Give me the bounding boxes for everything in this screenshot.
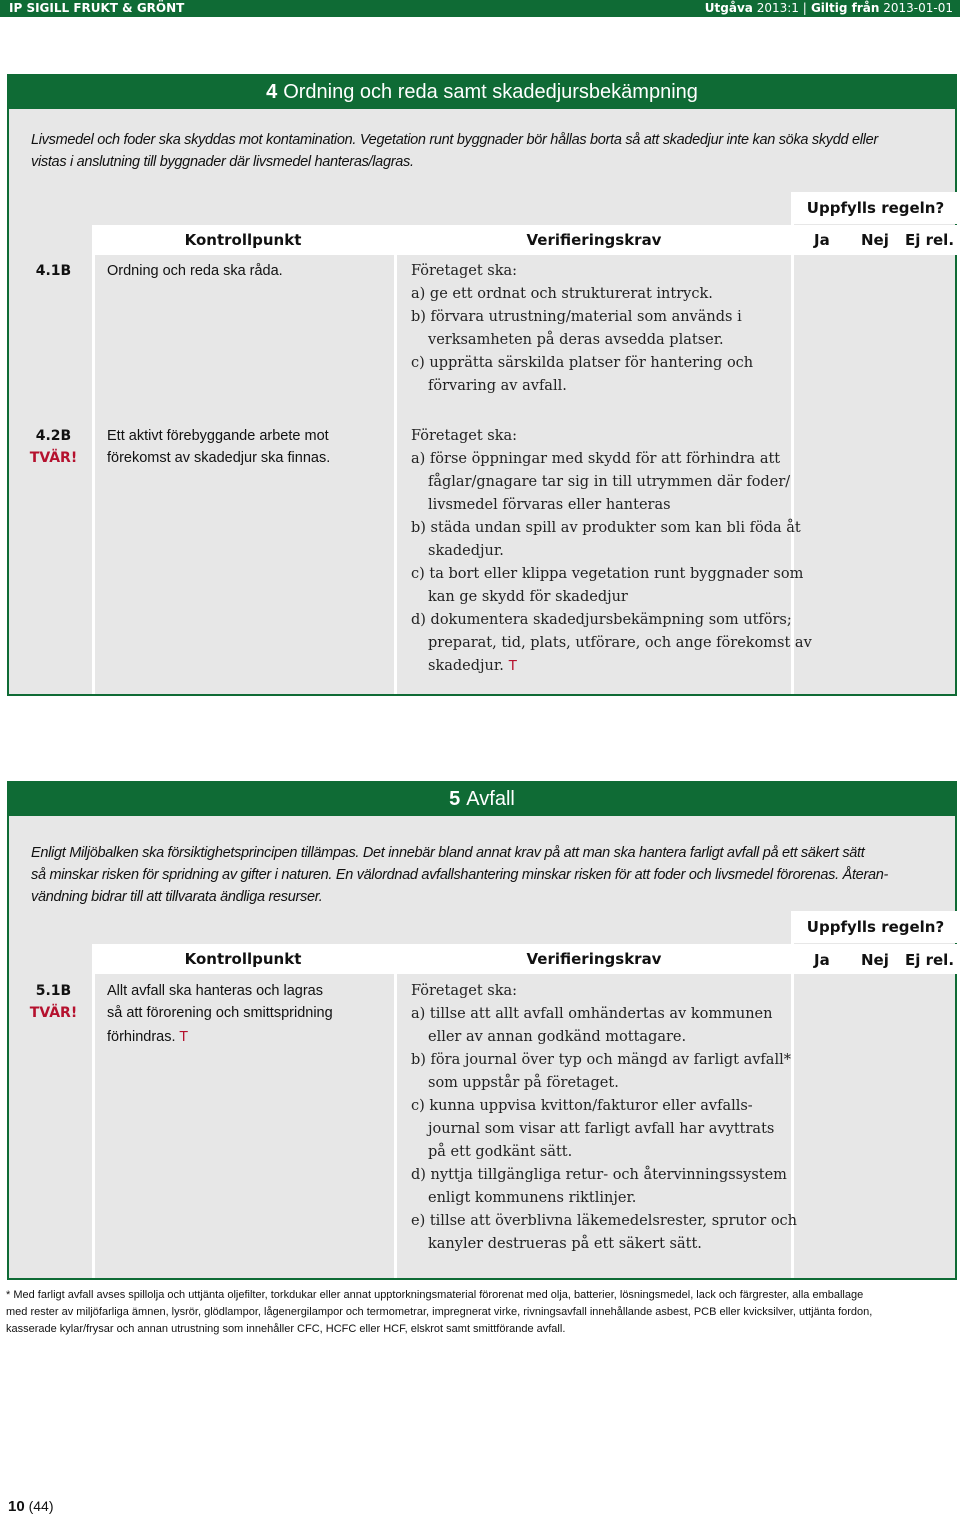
row-code: 4.2B TVÄR! bbox=[21, 425, 86, 469]
col-divider bbox=[92, 944, 95, 1278]
section-4-intro: Livsmedel och foder ska skyddas mot kontamination. Vegetation runt byggnader bör hållas borta så att skadedjur inte kan söka skydd eller vistas i anslutning till byggnader där livsmedel hanteras/lagras. bbox=[31, 132, 878, 170]
verifieringskrav-header: Verifieringskrav bbox=[397, 225, 791, 255]
section-5 bbox=[7, 781, 957, 1280]
ja-header: Ja bbox=[814, 951, 830, 969]
tvar-badge: TVÄR! bbox=[29, 450, 78, 466]
kontrollpunkt-header: Kontrollpunkt bbox=[92, 225, 394, 255]
row-code: 4.1B bbox=[35, 263, 72, 279]
kontrollpunkt-text: Allt avfall ska hanteras och lagras så att förorening och smittspridning förhindras. T bbox=[107, 983, 333, 1045]
col-divider bbox=[394, 225, 397, 694]
row-code: 5.1B TVÄR! bbox=[21, 980, 86, 1024]
col-divider bbox=[92, 225, 95, 694]
footnote: * Med farligt avfall avses spillolja och uttjänta oljefilter, torkdukar eller annat upptorkningsmaterial förorenat med olja, batterier, lösningsmedel, lack och färgrester, alla emballage med rester av miljöfarliga ämnen, lysrör, glödlampor, lågenergilampor och termometrar, impregnerat virke, rivningsavfall innehållande asbest, PCB eller kvicksilver, uttjänta fordon, kasserade kylar/frysar och annan utrustning som innehåller CFC, HCFC eller HCF, elskrot samt smittförande avfall. bbox=[6, 1289, 873, 1335]
kontrollpunkt-text: Ett aktivt förebyggande arbete mot förekomst av skadedjur ska finnas. bbox=[107, 428, 331, 466]
ja-header: Ja bbox=[814, 231, 830, 249]
tvar-badge: TVÄR! bbox=[29, 1005, 78, 1021]
verifieringskrav-header: Verifieringskrav bbox=[397, 944, 791, 974]
kontrollpunkt-text: Ordning och reda ska råda. bbox=[107, 263, 283, 279]
section-5-heading: 5 Avfall bbox=[9, 783, 955, 816]
verifieringskrav-text: Företaget ska: a) tillse att allt avfall omhändertas av kommunen eller av annan godkänd mottagare. b) föra journal över typ och mängd av farligt avfall* som uppstår på företaget. c) kunna uppvisa kvitton/fakturor eller avfalls- journal som visar att farligt avfall har avyttrats på ett godkänt sätt. d) nyttja tillgängliga retur- och återvinningssystem enligt kommunens riktlinjer. e) tillse att överblivna läkemedelsrester, sprutor och kanyler destrueras på ett säkert sätt. bbox=[411, 983, 798, 1252]
uppfylls-header: Uppfylls regeln? bbox=[794, 192, 957, 224]
document-title: IP SIGILL FRUKT & GRÖNT bbox=[9, 1, 185, 15]
verifieringskrav-text: Företaget ska: a) förse öppningar med skydd för att förhindra att fåglar/gnagare tar sig in till utrymmen där foder/ livsmedel förvaras eller hanteras b) städa undan spill av produkter som kan bli föda åt skadedjur. c) ta bort eller klippa vegetation runt byggnader som kan ge skydd för skadedjur d) dokumentera skadedjursbekämpning som utförs; preparat, tid, plats, utförare, och ange förekomst av skadedjur. T bbox=[411, 428, 812, 674]
uppfylls-header: Uppfylls regeln? bbox=[794, 911, 957, 943]
t-marker: T bbox=[508, 658, 518, 674]
kontrollpunkt-header: Kontrollpunkt bbox=[92, 944, 394, 974]
section-4-heading: 4 Ordning och reda samt skadedjursbekämpning bbox=[9, 76, 955, 109]
nej-header: Nej bbox=[861, 231, 889, 249]
ejrel-header: Ej rel. bbox=[905, 231, 955, 249]
section-5-intro: Enligt Miljöbalken ska försiktighetsprincipen tillämpas. Det innebär bland annat krav på att man ska hantera farligt avfall på ett säkert sätt så minskar risken för spridning av gifter i naturen. En välordnad avfallshantering minskar risken för att foder och livsmedel förorenas. Återan- vändning bidrar till att tillvarata ändliga resurser. bbox=[31, 845, 889, 905]
ejrel-header: Ej rel. bbox=[905, 951, 955, 969]
page-number: 10 (44) bbox=[8, 1498, 54, 1515]
section-4 bbox=[7, 74, 957, 696]
top-header-bar bbox=[0, 0, 960, 17]
edition-info: Utgåva 2013:1 | Giltig från 2013-01-01 bbox=[704, 1, 953, 15]
t-marker: T bbox=[179, 1029, 189, 1045]
nej-header: Nej bbox=[861, 951, 889, 969]
col-divider bbox=[394, 944, 397, 1278]
verifieringskrav-text: Företaget ska: a) ge ett ordnat och strukturerat intryck. b) förvara utrustning/material som används i verksamheten på deras avsedda platser. c) upprätta särskilda platser för hantering och förvaring av avfall. bbox=[411, 263, 754, 394]
